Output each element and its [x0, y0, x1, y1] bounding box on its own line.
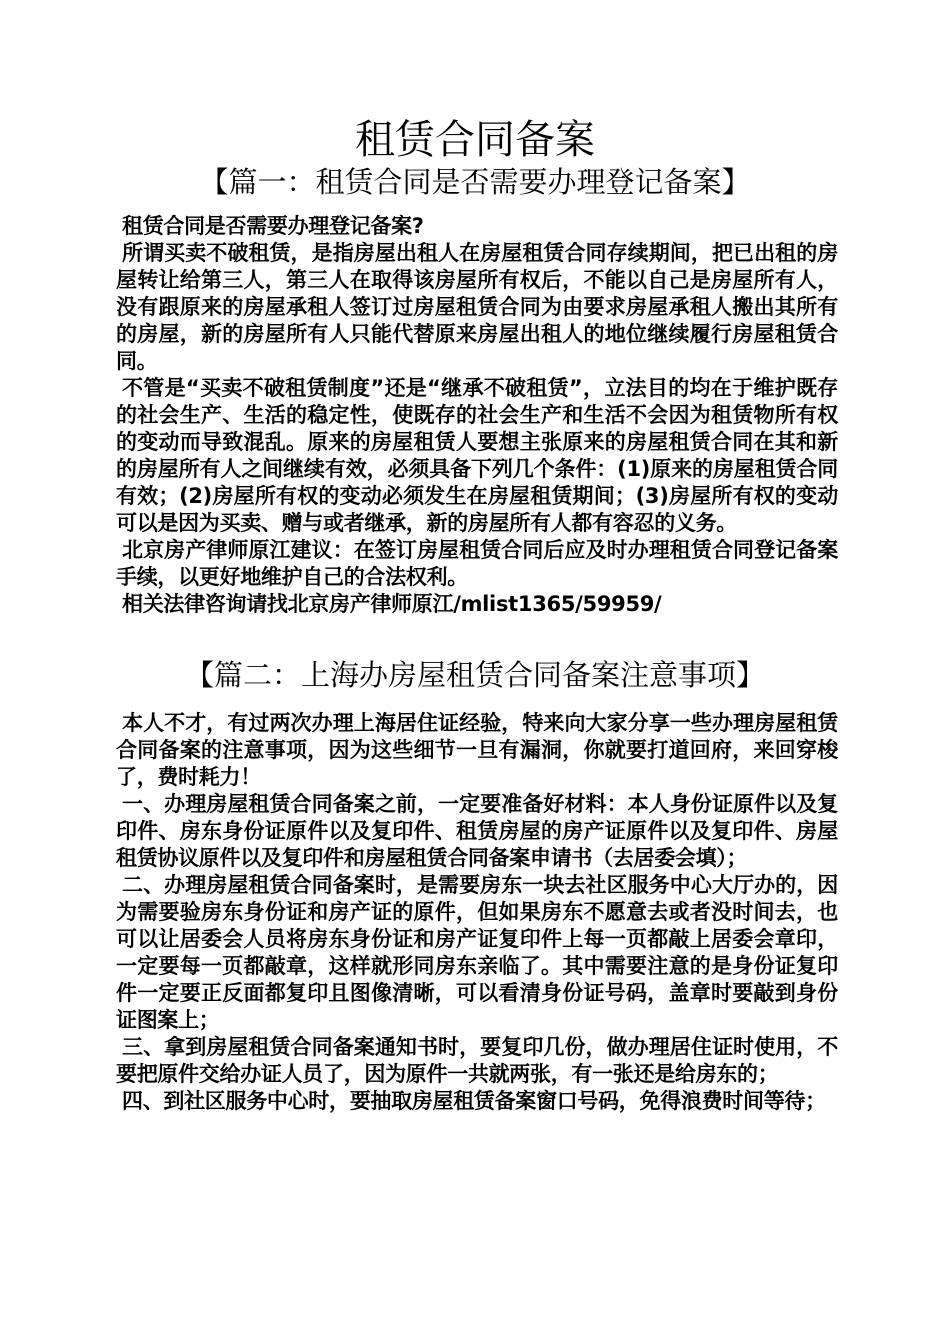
- section2-paragraph-2: 一、办理房屋租赁合同备案之前，一定要准备好材料：本人身份证原件以及复印件、房东身份证原件以及复印件、租赁房屋的房产证原件以及复印件、房屋租赁协议原件以及复印件和房屋租赁合同备案申请书（去居委会填）；: [116, 792, 838, 870]
- section1-paragraph-2: 所谓买卖不破租赁，是指房屋出租人在房屋租赁合同存续期间，把已出租的房屋转让给第三人，第三人在取得该房屋所有权后，不能以自己是房屋所有人，没有跟原来的房屋承租人签订过房屋租赁合同为由要求房屋承租人搬出其所有的房屋，新的房屋所有人只能代替原来房屋出租人的地位继续履行房屋租赁合同。: [116, 241, 838, 373]
- section1-paragraph-5: 相关法律咨询请找北京房产律师原江/mlist1365/59959/: [122, 592, 662, 616]
- section2-paragraph-3: 二、办理房屋租赁合同备案时，是需要房东一块去社区服务中心大厅办的，因为需要验房东身份证和房产证的原件，但如果房东不愿意去或者没时间去，也可以让居委会人员将房东身份证和房产证复印件上每一页都敲上居委会章印，一定要每一页都敲章，这样就形同房东亲临了。其中需要注意的是身份证复印件一定要正反面都复印且图像清晰，可以看清身份证号码，盖章时要敲到身份证图案上；: [116, 873, 838, 1032]
- section1-paragraph-4: 北京房产律师原江建议：在签订房屋租赁合同后应及时办理租赁合同登记备案手续，以更好地维护自己的合法权利。: [116, 538, 838, 589]
- section2-paragraph-1: 本人不才，有过两次办理上海居住证经验，特来向大家分享一些办理房屋租赁合同备案的注意事项，因为这些细节一旦有漏洞，你就要打道回府，来回穿梭了，费时耗力！: [116, 711, 838, 789]
- section1-heading: 【篇一：租赁合同是否需要办理登记备案】: [199, 165, 751, 199]
- document-title: 租赁合同备案: [355, 117, 595, 163]
- section1-paragraph-1: 租赁合同是否需要办理登记备案?: [122, 214, 424, 238]
- section2-heading: 【篇二：上海办房屋租赁合同备案注意事项】: [184, 658, 765, 692]
- section2-paragraph-5: 四、到社区服务中心时，要抽取房屋租赁备案窗口号码，免得浪费时间等待；: [122, 1089, 826, 1113]
- section2-paragraph-4: 三、拿到房屋租赁合同备案通知书时，要复印几份，做办理居住证时使用，不要把原件交给办证人员了，因为原件一共就两张，有一张还是给房东的；: [116, 1035, 838, 1086]
- section1-paragraph-3: 不管是“买卖不破租赁制度”还是“继承不破租赁”，立法目的均在于维护既存的社会生产、生活的稳定性，使既存的社会生产和生活不会因为租赁物所有权的变动而导致混乱。原来的房屋租赁人要想主张原来的房屋租赁合同在其和新的房屋所有人之间继续有效，必须具备下列几个条件：(1)原来的房屋租赁合同有效；(2)房屋所有权的变动必须发生在房屋租赁期间；(3)房屋所有权的变动可以是因为买卖、赠与或者继承，新的房屋所有人都有容忍的义务。: [116, 376, 838, 535]
- section2-body: [116, 710, 838, 1115]
- section1-body: [116, 213, 838, 618]
